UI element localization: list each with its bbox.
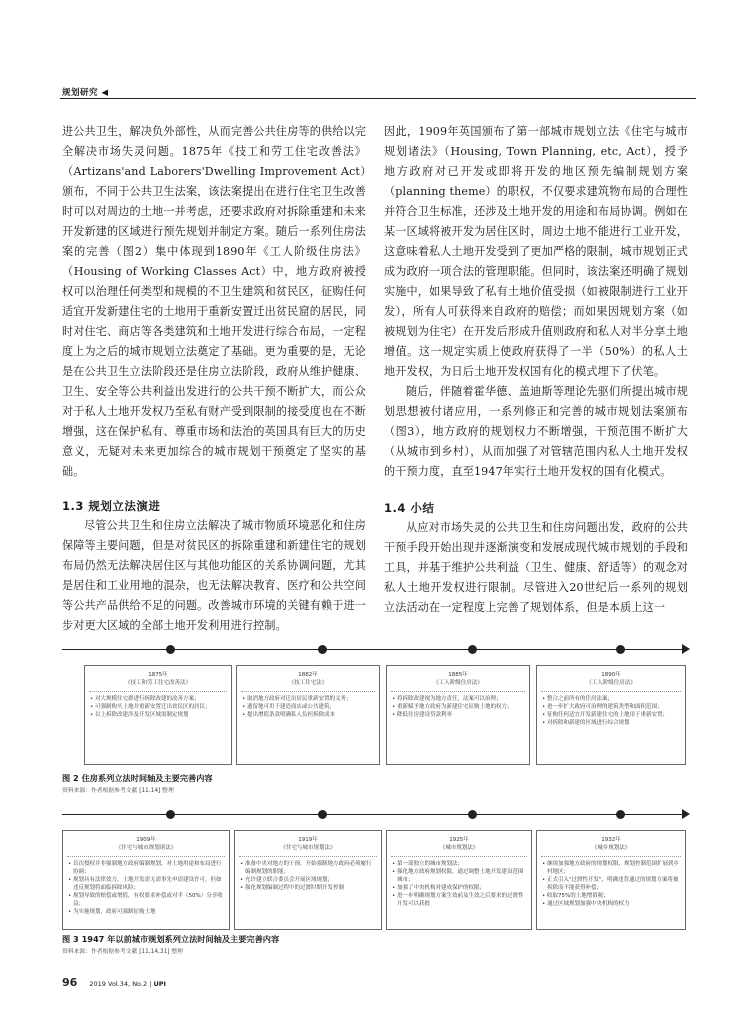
timeline-title: 《城乡规划法》: [591, 845, 631, 851]
timeline-item: • 强化规划编制过程中的过渡时期开发控制: [240, 885, 345, 891]
timeline-item: • 允许建立联合委员会开展区域规划；: [240, 877, 334, 883]
timeline-card: [236, 665, 380, 765]
right-paragraph-2: 随后，伴随着霍华德、盖迪斯等理论先驱们所提出城市规划思想被付诸应用，一系列修正和完善的城市规划法案颁布（图3），地方政府的规划权力不断增强，干预范围不断扩大（从城市到乡村），从而加强了对管辖范围内私人土地开发权的干预力度，直至1947年实行土地开发权的国有化模式。: [384, 385, 688, 478]
timeline-card: [536, 830, 686, 930]
timeline-dot: [318, 810, 327, 819]
timeline-item: • 为实施规划，政府可强制征购土地: [68, 909, 156, 915]
right-paragraph-1: 因此，1909年英国颁布了第一部城市规划立法《住宅与城市规划诸法》（Housing, Town Planning, etc, Act），授予地方政府对已开发或即将开发的地区预先编制规划方案（planning theme）的职权，不仅要求建筑物布局的合理性并符合卫生标准，还涉及土地开发的用途和布局协调。例如在某一区域将被开发为居住区时，周边土地不能进行工业开发，这意味着私人土地开发受到了更加严格的限制，城市规划正式成为政府一项合法的管理职能。但同时，该法案还明确了规划实施中，如果导致了私有土地价值受损（如被限制进行工业开发），所有人可获得来自政府的赔偿；而如果因规划方案（如被规划为住宅）在开发后形成升值则政府和私人对半分享土地增值。这一规定实质上使政府获得了一半（50%）的私人土地开发权，为日后土地开发权国有化的模式埋下了伏笔。: [384, 125, 688, 378]
right-paragraph-3: 从应对市场失灵的公共卫生和住房问题出发，政府的公共干预手段开始出现并逐渐演变和发展成现代城市规划的手段和工具，并基于维护公共利益（卫生、健康、舒适等）的观念对私人土地开发权进行限制。尽管进入20世纪后一系列的规划立法活动在一定程度上完善了规划体系，但是本质上这一: [384, 521, 688, 614]
page-number: 96: [62, 976, 78, 989]
timeline-year: 1885年: [448, 672, 468, 678]
timeline-item: • 进一步明确规划方案生效前及生效之后要求的过渡性开发可以获批: [392, 893, 524, 907]
timeline-year: 1909年: [136, 837, 156, 843]
figure-2: [60, 635, 696, 785]
timeline-item: • 对拆除和新建的区域进行综合规划: [542, 720, 630, 726]
timeline-title: 《城市规划法》: [439, 845, 479, 851]
figure-3: [60, 800, 696, 945]
timeline-arrow-icon: [682, 644, 690, 654]
running-header: [62, 86, 109, 98]
timeline-item: • 加强了中央机构对建成保护的权限；: [392, 885, 486, 891]
timeline-title: 《技工和劳工住宅改善法》: [124, 680, 191, 686]
left-paragraph-2: 尽管公共卫生和住房立法解决了城市物质环境恶化和住房保障等主要问题，但是对贫民区的拆除重建和新建住宅的规划布局仍然无法解决居住区与其他功能区的关系协调问题，尤其是居住和工业用地的混杂，也无法解决教育、医疗和公共空间等公共产品供给不足的问题。改善城市环境的关键有赖于进一步对更大区域的全部土地开发利用进行控制。: [62, 519, 366, 632]
left-paragraph-1: 进公共卫生，解决负外部性，从而完善公共住房等的供给以完全解决市场失灵问题。1875年《技工和劳工住宅改善法》（Artizans'and Laborers'Dwelling Improvement Act）颁布，不同于公共卫生法案，该法案提出在进行住宅卫生改善时可以对周边的土地一并考虑，还要求政府对拆除重建和未来开发新建的区域进行预先规划并制定方案。随后一系列住房法案的完善（图2）集中体现到1890年《工人阶级住房法》（Housing of Working Classes Act）中，地方政府被授权可以治理任何类型和规模的不卫生建筑和贫民区，征购任何适宜开发新建住宅的土地用于重新安置迁出贫民窟的居民，同时对住宅、商店等各类建筑和土地开发进行综合布局，一定程度上为之后的城市规划立法奠定了基础。更为重要的是，无论是在公共卫生立法阶段还是住房立法阶段，政府从维护健康、卫生、安全等公共利益出发进行的公共干预不断扩大，而公众对于私人土地开发权乃至私有财产受到限制的接受度也在不断增强，这在保护私有、尊重市场和法治的英国具有巨大的历史意义，无疑对未来更加综合的城市规划干预奠定了坚实的基础。: [62, 125, 366, 478]
timeline-dot: [616, 645, 625, 654]
timeline-card: [386, 665, 530, 765]
timeline-dot: [166, 645, 175, 654]
footer-divider: |: [149, 980, 154, 988]
timeline-year: 1875年: [148, 672, 168, 678]
timeline-dot: [468, 645, 477, 654]
journal-logo: UPI: [153, 980, 166, 988]
timeline-item: • 进一步扩大政府可治理的建筑类型和面积范围；: [542, 704, 663, 710]
right-column: [384, 122, 688, 618]
timeline-item: • 取消地方政府对迁出居民重新安置的义务；: [242, 696, 352, 702]
header-rule: [60, 98, 696, 99]
timeline-title: 《工人阶级住房法》: [586, 680, 636, 686]
timeline-year: 1932年: [601, 837, 621, 843]
timeline-title: 《住宅与城市规划诸法》: [115, 845, 177, 851]
timeline-title: 《技工住宅法》: [288, 680, 328, 686]
timeline-card: [62, 830, 230, 930]
timeline-item: • 收取75%的土地增值税；: [542, 893, 609, 899]
figure-3-caption: 图 3 1947 年以前城市规划系列立法时间轴及主要完善内容: [62, 934, 280, 944]
timeline-axis: [62, 814, 682, 815]
timeline-item: • 征购任何适宜开发新建住宅的土地用于重新安置；: [542, 712, 669, 718]
figure-3-source: 资料来源：作者根据参考文献 [11,14,31] 整理: [62, 949, 183, 955]
timeline-title: 《住宅与城市规划法》: [280, 845, 336, 851]
left-column: [62, 122, 366, 636]
timeline-item: • 降低住房建设贷款利率: [392, 712, 453, 718]
section-heading-1-4: 1.4 小结: [384, 501, 435, 515]
timeline-card: [536, 665, 686, 765]
timeline-item: • 准备中央对地方的干预，开始强制地方政府必须履行编制规划的职能；: [240, 861, 372, 875]
timeline-item: • 第一部独立的城市规划法；: [392, 861, 464, 867]
page-footer: [62, 976, 166, 989]
timeline-item: • 可强制购买土地并重新安置迁出贫民区的居民；: [90, 704, 211, 710]
timeline-dot: [318, 645, 327, 654]
timeline-item: • 强化地方政府规划权限，通过调整土地开发建设范围城市；: [392, 869, 524, 883]
timeline-item: • 提出增值条款明确私人负担拆除成本: [242, 712, 336, 718]
timeline-item: • 通过区域规划加强中央机构的权力: [542, 901, 630, 907]
timeline-dot: [468, 810, 477, 819]
triangle-marker-icon: ◀: [98, 88, 109, 98]
timeline-item: • 正式引入"过渡性开发"，明确违背通过的规划方案将被拆除而不能获得补偿；: [542, 877, 679, 891]
timeline-card: [84, 665, 232, 765]
timeline-card: [234, 830, 382, 930]
figure-2-source: 资料来源：作者根据参考文献 [11,14] 整理: [62, 788, 174, 794]
timeline-title: 《工人阶级住房法》: [433, 680, 483, 686]
timeline-card: [386, 830, 532, 930]
timeline-year: 1890年: [601, 672, 621, 678]
timeline-item: • 首次授权并非强制地方政府编制规划，对土地用途和布局进行协调；: [68, 861, 222, 875]
timeline-dot: [616, 810, 625, 819]
section-label: 规划研究: [62, 88, 99, 98]
timeline-arrow-icon: [682, 809, 690, 819]
timeline-item: • 规划导致的赔偿或增值，有权要求补偿或对半（50%）分享收益；: [68, 893, 223, 907]
timeline-item: • 整合之前所有的住房法案；: [542, 696, 614, 702]
timeline-year: 1919年: [298, 837, 318, 843]
timeline-item: • 继续加强地方政府的规划权限，规划控制范围扩展到乡村地区；: [542, 861, 680, 875]
issue-info: 2019 Vol.34, No.2: [89, 980, 148, 988]
figure-2-caption: 图 2 住房系列立法时间轴及主要完善内容: [62, 773, 213, 783]
timeline-item: • 遗留地可用于建造商店或公共建筑；: [242, 704, 336, 710]
timeline-item: • 对大规模住宅群进行拆除改建的改善方案；: [90, 696, 200, 702]
section-heading-1-3: 1.3 规划立法演进: [62, 499, 161, 513]
timeline-year: 1882年: [298, 672, 318, 678]
timeline-item: • 重新赋予地方政府为新建住宅征购土地的权力；: [392, 704, 513, 710]
timeline-axis: [62, 649, 682, 650]
timeline-item: • 以上拆除改建涉及开发区域需制定规划: [90, 712, 189, 718]
timeline-item: • 将拆除改建视为地方责任，法案可以治理；: [392, 696, 502, 702]
timeline-year: 1925年: [449, 837, 469, 843]
timeline-item: • 规划具有法律效力，土地开发需无需事先申请建设许可，但如违反规划将面临拆除风险；: [68, 877, 222, 891]
timeline-dot: [166, 810, 175, 819]
